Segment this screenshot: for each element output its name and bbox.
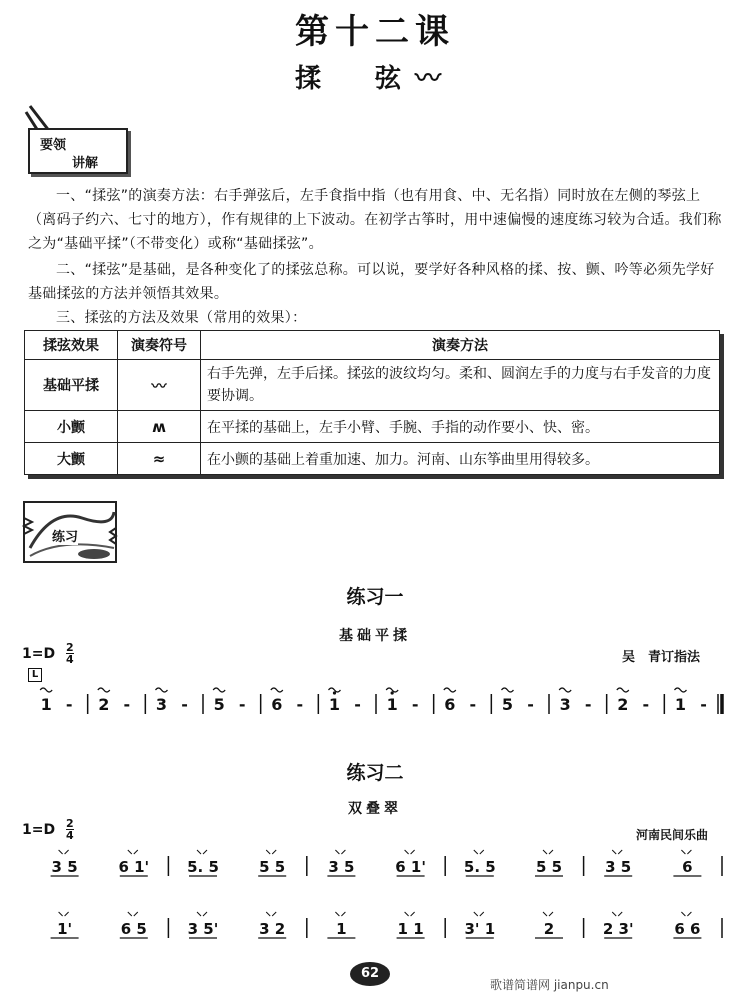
badge-line2: 讲解 — [72, 156, 99, 171]
exercise2-credit: 河南民间乐曲 — [636, 828, 709, 842]
note-group: 3 5' — [187, 920, 219, 938]
note-group: 6 1' — [118, 858, 150, 876]
vibrato-mark — [213, 688, 225, 692]
paragraph-2: 二、“揉弦”是基础，是各种变化了的揉弦总称。可以说，要学好各种风格的揉、按、颤、吟等必须先学好基础揉弦的方法并领悟其效果。 — [28, 262, 715, 302]
dash-note: - — [296, 695, 304, 714]
vibrato-mark — [155, 688, 167, 692]
note: 5 — [213, 695, 225, 714]
lesson-title: 第十二课 — [295, 12, 455, 52]
paragraph-3: 三、揉弦的方法及效果（常用的效果）： — [56, 310, 307, 326]
note-group: 5. 5 — [187, 858, 219, 876]
note: 3 — [155, 695, 168, 714]
note-group: 3 5 — [51, 858, 78, 876]
note-group: 6 5 — [120, 920, 147, 938]
note-group: 2 — [543, 920, 555, 938]
note: 6 — [444, 695, 456, 714]
dash-note: - — [411, 695, 419, 714]
note: 2 — [98, 695, 110, 714]
table-header: 演奏方法 — [201, 331, 720, 360]
time-bottom: 4 — [66, 653, 74, 666]
page-number: 62 — [350, 962, 390, 986]
dash-note: - — [238, 695, 246, 714]
watermark: 歌谱简谱网 jianpu.cn — [490, 978, 609, 992]
fingering-mark — [612, 850, 622, 854]
exercise2-piece-title: 双叠翠 — [348, 801, 402, 817]
dash-note: - — [354, 695, 361, 714]
note: 6 — [271, 695, 283, 714]
table-cell-effect: 基础平揉 — [25, 360, 118, 411]
table-cell-method: 在平揉的基础上，左手小臂、手腕、手指的动作要小、快、密。 — [201, 411, 720, 443]
table-cell-method: 右手先弹，左手后揉。揉弦的波纹均匀。柔和、圆润左手的力度与右手发音的力度要协调。 — [201, 360, 720, 411]
table-cell-symbol: ʍ — [118, 411, 201, 443]
dash-note: - — [469, 695, 477, 714]
vibrato-mark — [501, 688, 513, 692]
exercise1-key: 1=D — [22, 646, 56, 662]
note-group: 1 — [336, 920, 347, 938]
exercise1-piece-title: 基础平揉 — [339, 628, 411, 644]
practice-icon-label: 练习 — [52, 526, 78, 545]
note-group: 3 2 — [259, 920, 286, 938]
table-cell-effect: 小颤 — [25, 411, 118, 443]
table-cell-symbol: ≈ — [118, 443, 201, 475]
vibrato-mark — [674, 688, 686, 692]
high-octave-dot — [333, 691, 336, 694]
table-cell-effect: 大颤 — [25, 443, 118, 475]
note-group: 5. 5 — [463, 858, 496, 876]
fingering-mark — [197, 850, 207, 854]
vibrato-mark — [40, 688, 52, 692]
note: 1 — [386, 695, 398, 714]
table-header: 揉弦效果 — [25, 331, 118, 360]
note-group: 1 1 — [397, 920, 424, 938]
note-group: 6 6 — [674, 920, 701, 938]
note-group: 1' — [57, 920, 73, 938]
badge-line1: 要领 — [40, 138, 67, 153]
note: 1 — [674, 695, 687, 714]
exercise2-key: 1=D — [22, 822, 56, 838]
fingering-mark — [543, 850, 553, 854]
dash-note: - — [584, 695, 592, 714]
vibrato-mark — [98, 688, 110, 692]
fingering-mark — [405, 850, 415, 854]
fingering-mark — [543, 912, 553, 916]
time-bottom: 4 — [66, 829, 74, 842]
table-header: 演奏符号 — [118, 331, 201, 360]
exercise2-title: 练习二 — [346, 762, 404, 784]
left-hand-mark: L — [28, 668, 42, 682]
fingering-mark — [474, 912, 484, 916]
dash-note: - — [642, 695, 650, 714]
note-group: 6 — [682, 858, 693, 876]
fingering-mark — [59, 912, 69, 916]
note-group: 2 3' — [602, 920, 634, 938]
note-group: 3 5 — [328, 858, 355, 876]
note-group: 3 5 — [605, 858, 632, 876]
vibrato-mark — [617, 688, 629, 692]
fingering-mark — [335, 850, 345, 854]
high-octave-dot — [391, 691, 394, 694]
note-group: 6 1' — [395, 858, 426, 876]
note: 1 — [328, 695, 341, 714]
note-group: 5 5 — [535, 858, 563, 876]
exercise2-time-signature — [66, 818, 74, 841]
fingering-mark — [128, 850, 138, 854]
fingering-mark — [474, 850, 484, 854]
dash-note: - — [123, 695, 131, 714]
fingering-mark — [59, 850, 69, 854]
fingering-mark — [266, 912, 276, 916]
fingering-mark — [612, 912, 622, 916]
exercise1-title: 练习一 — [346, 586, 404, 608]
fingering-mark — [405, 912, 415, 916]
table-cell-symbol: 〰 — [118, 360, 201, 411]
dash-note: - — [700, 695, 707, 714]
fingering-mark — [128, 912, 138, 916]
vibrato-mark — [559, 688, 571, 692]
note: 1 — [40, 695, 52, 714]
dash-note: - — [181, 695, 188, 714]
exercise1-credit: 吴 青订指法 — [622, 650, 701, 665]
vibrato-mark — [271, 688, 283, 692]
fingering-mark — [197, 912, 207, 916]
note-group: 3' 1 — [464, 920, 496, 938]
vibrato-mark — [444, 688, 456, 692]
note-group: 5 5 — [259, 858, 286, 876]
fingering-mark — [681, 850, 691, 854]
note: 2 — [617, 695, 629, 714]
lesson-subtitle: 揉 弦〰 — [294, 64, 455, 94]
dash-note: - — [65, 695, 73, 714]
fingering-mark — [266, 850, 276, 854]
table-cell-method: 在小颤的基础上着重加速、加力。河南、山东筝曲里用得较多。 — [201, 443, 720, 475]
note: 5 — [501, 695, 514, 714]
fingering-mark — [335, 912, 345, 916]
dash-note: - — [527, 695, 534, 714]
note: 3 — [559, 695, 571, 714]
fingering-mark — [681, 912, 691, 916]
paragraph-1: 一、“揉弦”的演奏方法：右手弹弦后，左手食指中指（也有用食、中、无名指）同时放在左侧的琴弦上（离码子约六、七寸的地方），作有规律的上下波动。在初学古筝时，用中速偏慢的速度练习较为合适。我们称之为“基础平揉”（不带变化）或称“基础揉弦”。 — [28, 188, 722, 252]
time-top: 2 — [66, 641, 74, 654]
time-top: 2 — [66, 817, 74, 830]
